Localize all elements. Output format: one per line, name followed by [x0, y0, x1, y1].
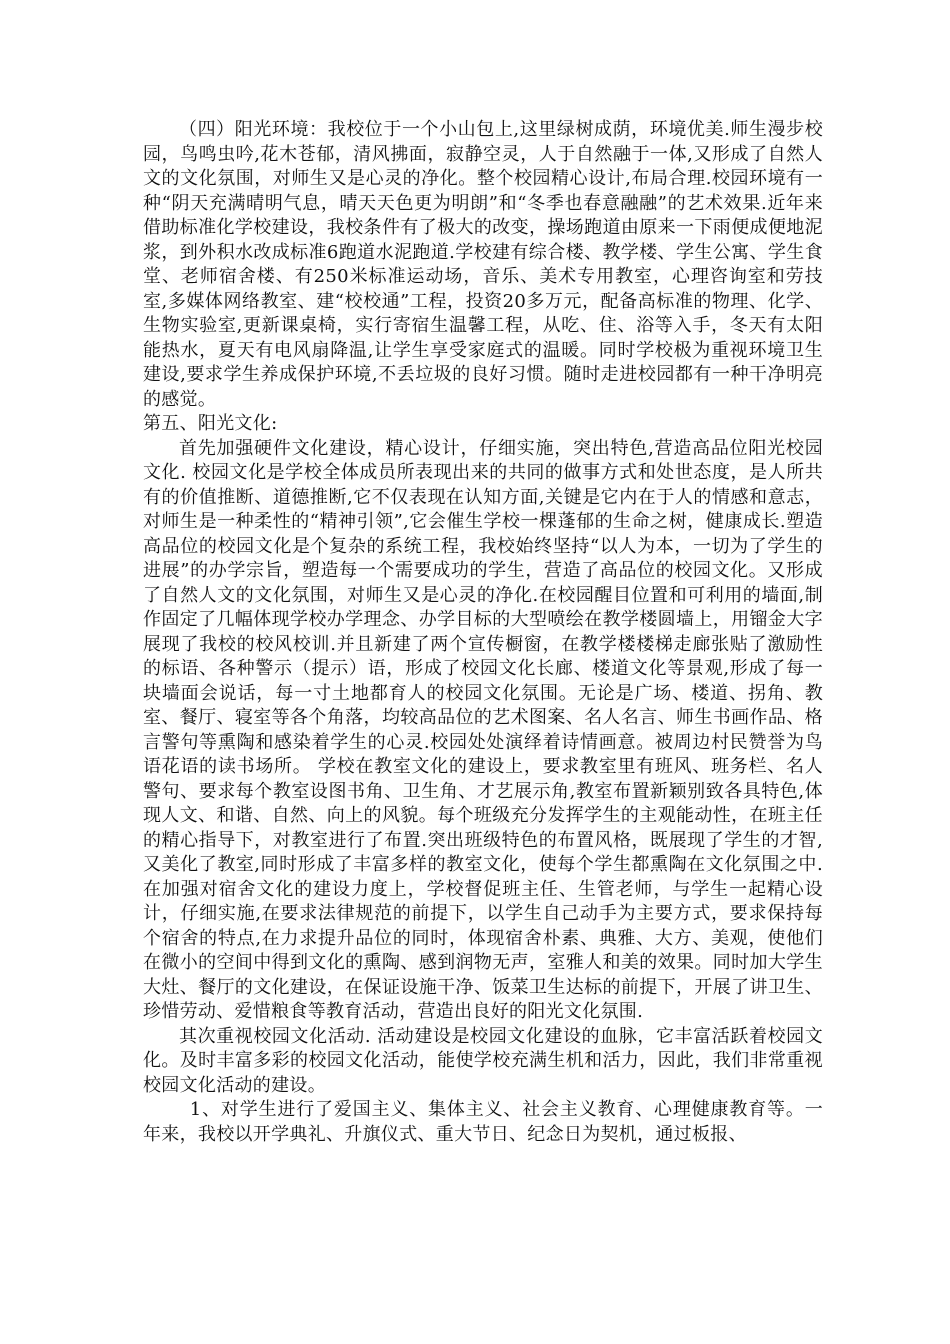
paragraph-hardware-culture: 首先加强硬件文化建设，精心设计，仔细实施，突出特色,营造高品位阳光校园文化. 校园文化是学校全体成员所表现出来的共同的做事方式和处世态度，是人所共有的价值推断、道德推断,它不仅表现在认知方面,关键是它内在于人的情感和意志，对师生是一种柔性的“精神引领”,它会催生学校一棵蓬郁的生命之树，健康成长.塑造高品位的校园文化是个复杂的系统工程，我校始终坚持“以人为本，一切为了学生的进展”的办学宗旨，塑造每一个需要成功的学生，营造了高品位的校园文化。又形成了自然人文的文化氛围，对师生又是心灵的净化.在校园醒目位置和可利用的墙面,制作固定了几幅体现学校办学理念、办学目标的大型喷绘在教学楼圆墙上，用镏金大字展现了我校的校风校训.并且新建了两个宣传橱窗，在教学楼楼梯走廊张贴了激励性的标语、各种警示（提示）语，形成了校园文化长廊、楼道文化等景观,形成了每一块墙面会说话，每一寸土地都育人的校园文化氛围。无论是广场、楼道、拐角、教室、餐厅、寝室等各个角落，均较高品位的艺术图案、名人名言、师生书画作品、格言警句等熏陶和感染着学生的心灵.校园处处演绎着诗情画意。被周边村民赞誉为鸟语花语的读书场所。 学校在教室文化的建设上，要求教室里有班风、班务栏、名人警句、要求每个教室设图书角、卫生角、才艺展示角,教室布置新颖别致各具特色,体现人文、和谐、自然、向上的风貌。每个班级充分发挥学生的主观能动性，在班主任的精心指导下，对教室进行了布置.突出班级特色的布置风格，既展现了学生的才智,又美化了教室,同时形成了丰富多样的教室文化，使每个学生都熏陶在文化氛围之中. 在加强对宿舍文化的建设力度上，学校督促班主任、生管老师，与学生一起精心设计，仔细实施,在要求法律规范的前提下，以学生自己动手为主要方式，要求保持每个宿舍的特点,在力求提升品位的同时，体现宿舍朴素、典雅、大方、美观，使他们在微小的空间中得到文化的熏陶、感到润物无声，室雅人和美的效果。同时加大学生大灶、餐厅的文化建设，在保证设施干净、饭菜卫生达标的前提下，开展了讲卫生、珍惜劳动、爱惜粮食等教育活动，营造出良好的阳光文化氛围. — [143, 437, 823, 1022]
paragraph-culture-activities: 其次重视校园文化活动. 活动建设是校园文化建设的血脉，它丰富活跃着校园文化。及时丰富多彩的校园文化活动，能使学校充满生机和活力，因此，我们非常重视校园文化活动的建设。 — [143, 1025, 823, 1096]
section-heading-sunshine-culture: 第五、阳光文化: — [143, 413, 278, 434]
document-body — [143, 118, 823, 1147]
paragraph-item-1: 1、对学生进行了爱国主义、集体主义、社会主义教育、心理健康教育等。一年来，我校以开学典礼、升旗仪式、重大节日、纪念日为契机，通过板报、 — [143, 1099, 823, 1145]
paragraph-sunshine-environment: （四）阳光环境：我校位于一个小山包上,这里绿树成荫，环境优美.师生漫步校园，鸟鸣虫吟,花木苍郁，清风拂面，寂静空灵，人于自然融于一体,又形成了自然人文的文化氛围，对师生又是心灵的净化。整个校园精心设计,布局合理.校园环境有一种“阴天充满晴明气息，晴天天色更为明朗”和“冬季也春意融融”的艺术效果.近年来借助标准化学校建设，我校条件有了极大的改变，操场跑道由原来一下雨便成便地泥浆，到外积水改成标准6跑道水泥跑道.学校建有综合楼、教学楼、学生公寓、学生食堂、老师宿舍楼、有250米标准运动场，音乐、美术专用教室，心理咨询室和劳技室,多媒体网络教室、建“校校通”工程，投资20多万元，配备高标准的物理、化学、生物实验室,更新课桌椅，实行寄宿生温馨工程，从吃、住、浴等入手，冬天有太阳能热水，夏天有电风扇降温,让学生享受家庭式的温暖。同时学校极为重视环境卫生建设,要求学生养成保护环境,不丢垃圾的良好习惯。随时走进校园都有一种干净明亮的感觉。 — [143, 119, 823, 410]
